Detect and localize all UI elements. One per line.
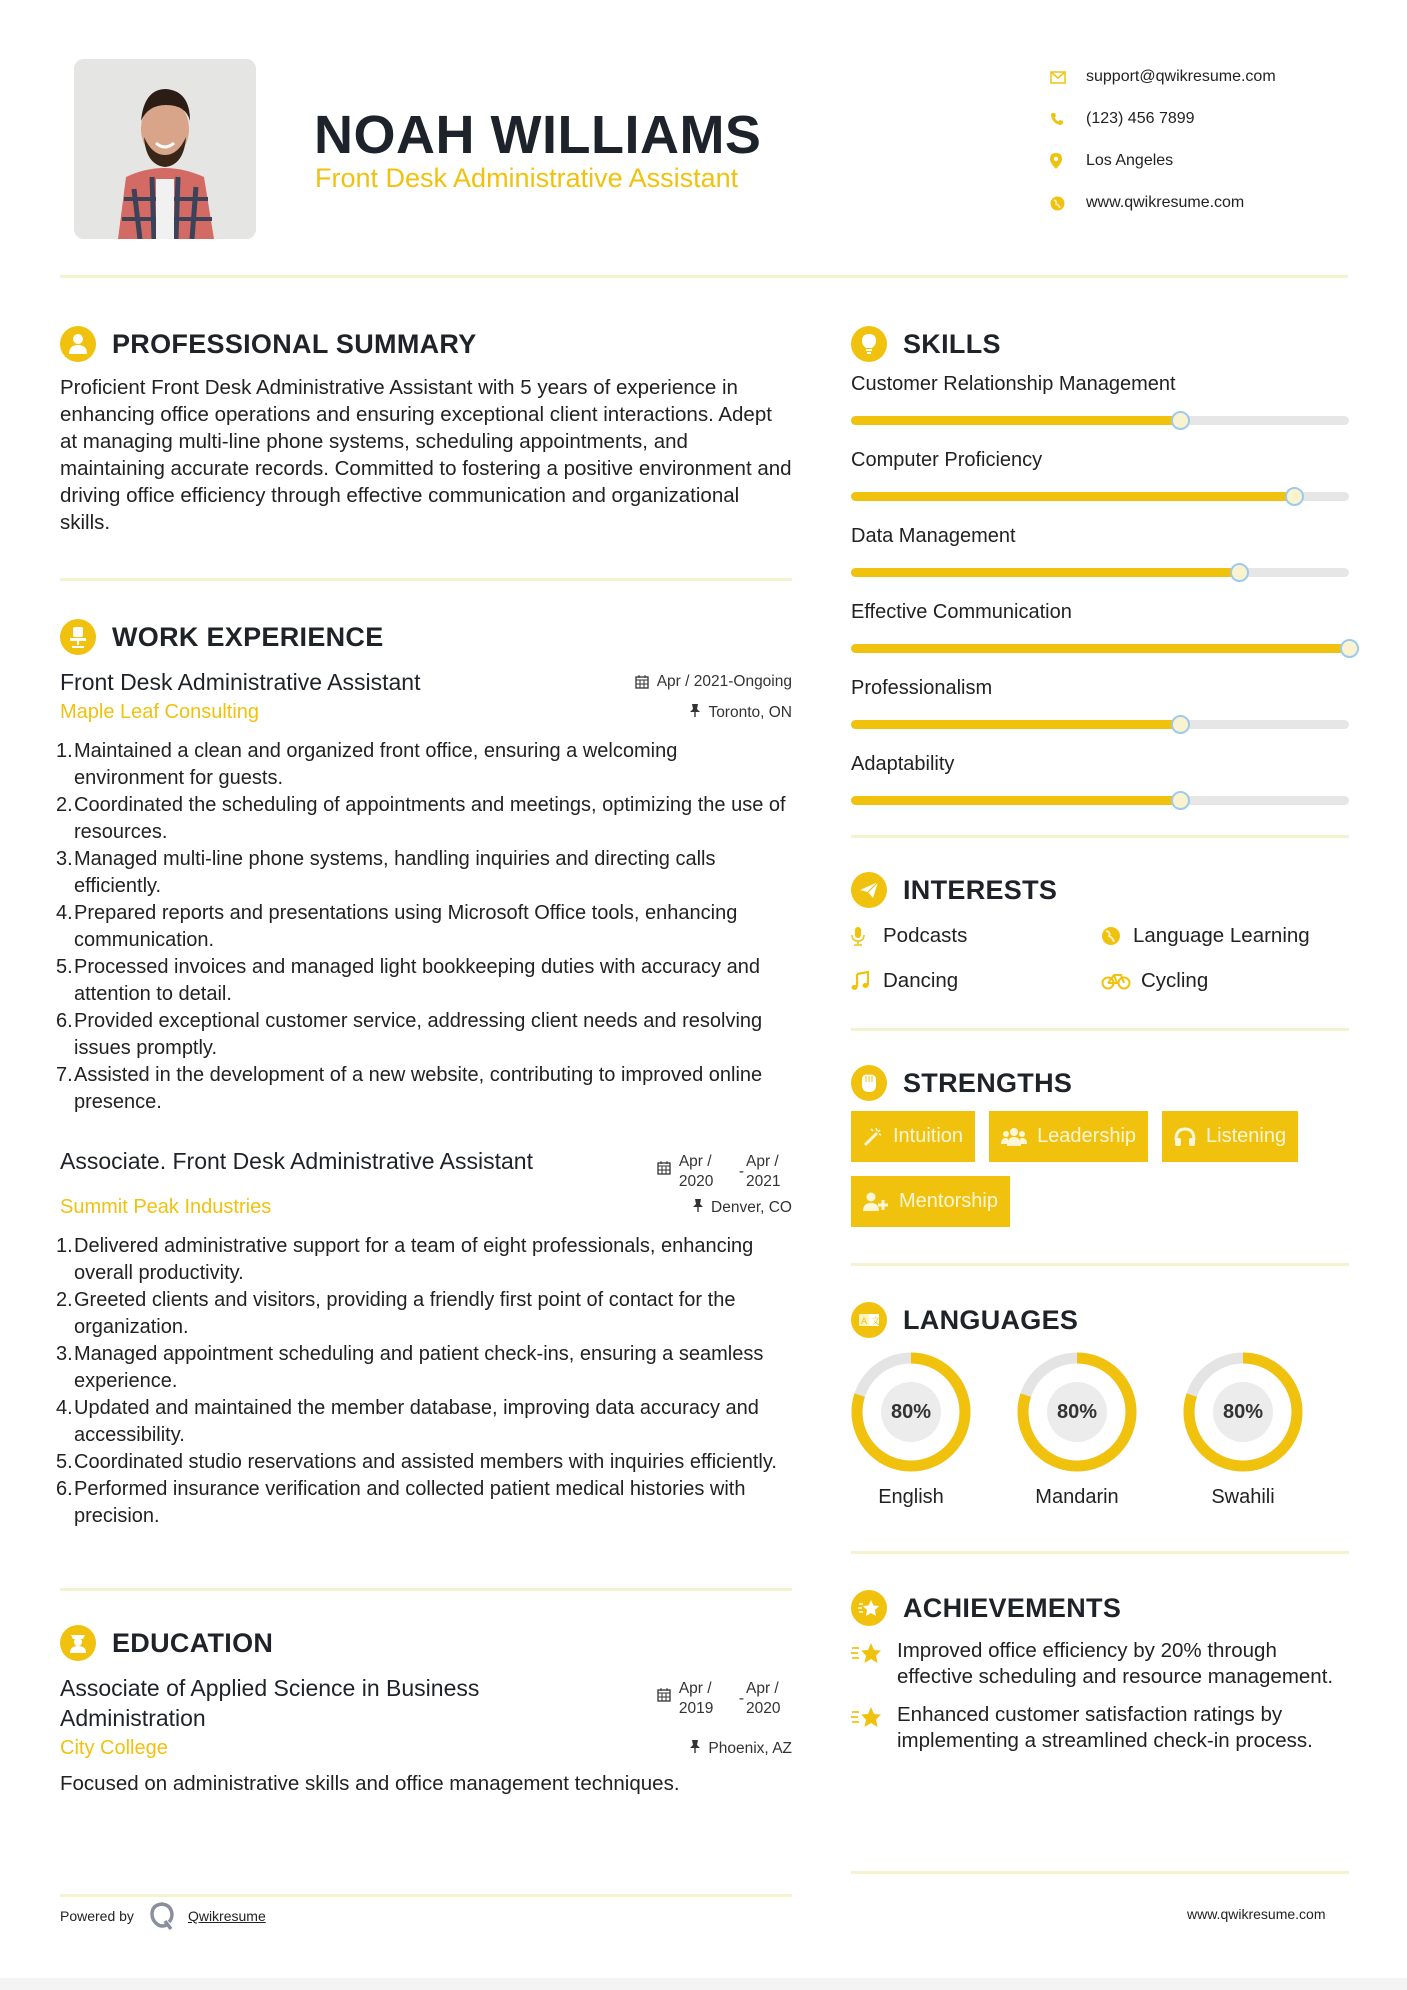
job-location-text: Denver, CO: [711, 1198, 792, 1216]
contact-phone-text: (123) 456 7899: [1086, 110, 1195, 127]
education-location: [690, 1739, 792, 1758]
skill-name: Effective Communication: [851, 601, 1072, 623]
skill-level-bar: [851, 568, 1349, 577]
achievement-item: [851, 1702, 1349, 1754]
language-proficiency-ring: [1183, 1352, 1303, 1472]
language-item: [851, 1352, 971, 1509]
achievement-text: Improved office efficiency by 20% through effective scheduling and resource management.: [897, 1639, 1334, 1688]
strength-tag: [989, 1111, 1148, 1162]
language-name: English: [878, 1486, 944, 1508]
interests-section: [851, 864, 1349, 1031]
svg-text:A: A: [861, 1317, 868, 1327]
section-divider: [60, 1588, 792, 1591]
contact-phone[interactable]: [1050, 98, 1276, 140]
job-date-start: Apr / 2020: [678, 1153, 714, 1190]
skill-item: [851, 370, 1349, 425]
job-date-range: Apr / 2021-Ongoing: [656, 673, 792, 690]
footer-divider: [851, 1871, 1349, 1874]
skill-name: Customer Relationship Management: [851, 373, 1176, 395]
achievements-section: [851, 1582, 1349, 1754]
interest-label: Cycling: [1141, 968, 1209, 992]
graduate-icon: [60, 1625, 96, 1661]
powered-by: [60, 1902, 266, 1930]
duty-item: 5. Processed invoices and managed light bookkeeping duties with accuracy and attention to detail.: [56, 956, 760, 1005]
language-name: Mandarin: [1035, 1486, 1119, 1508]
contact-location-text: Los Angeles: [1086, 152, 1174, 169]
skill-level-handle: [1230, 563, 1249, 582]
language-percent: 80%: [1047, 1382, 1107, 1442]
education-date-end: Apr / 2020: [746, 1680, 781, 1717]
qwikresume-link[interactable]: Qwikresume: [187, 1908, 266, 1924]
skill-level-bar: [851, 720, 1349, 729]
job-dates: [635, 673, 792, 694]
language-percent: 80%: [1213, 1382, 1273, 1442]
duty-item: 6. Provided exceptional customer service, addressing client needs and resolving issues promptly.: [56, 1010, 763, 1059]
section-divider: [60, 578, 792, 581]
headphones-icon: [1174, 1127, 1196, 1147]
skill-level-handle: [1171, 411, 1190, 430]
skill-level-bar: [851, 416, 1349, 425]
section-divider: [851, 1263, 1349, 1266]
duty-item: 2. Coordinated the scheduling of appointments and meetings, optimizing the use of resources.: [56, 794, 786, 843]
duties-list: [56, 1233, 792, 1530]
skill-item: [851, 750, 1349, 805]
job-location: [690, 703, 792, 722]
footer-website-link[interactable]: www.qwikresume.com: [1187, 1906, 1326, 1922]
achievement-item: [851, 1638, 1349, 1690]
skill-level-handle: [1340, 639, 1359, 658]
bicycle-icon: [1101, 972, 1137, 990]
section-title: LANGUAGES: [903, 1304, 1079, 1335]
star-icon: [851, 1638, 897, 1690]
skills-section: [851, 318, 1349, 838]
interest-label: Podcasts: [883, 923, 968, 947]
work-experience-section: [56, 611, 792, 1591]
education-entry: [60, 1673, 792, 1797]
strength-label: Mentorship: [899, 1190, 998, 1212]
contact-website-text: www.qwikresume.com: [1086, 194, 1245, 211]
interests-list: [851, 918, 1349, 998]
star-icon: [851, 1702, 897, 1754]
education-date-start: Apr / 2019: [678, 1680, 714, 1717]
section-title: PROFESSIONAL SUMMARY: [112, 328, 477, 359]
language-proficiency-ring: [1017, 1352, 1137, 1472]
strengths-tags: [851, 1111, 1349, 1227]
summary-text: Proficient Front Desk Administrative Assistant with 5 years of experience in enhancing office operations and ensuring exceptional client interactions. Adept at managing multi-line phone systems, scheduling appointments, and maintaining accurate records. Committed to fostering a positive environment and driving office efficiency through effective communication and organizational skills.: [60, 376, 792, 534]
skill-level-bar: [851, 492, 1349, 501]
strengths-section: [851, 1057, 1349, 1266]
fist-icon: [851, 1065, 887, 1101]
section-title: EDUCATION: [112, 1627, 274, 1658]
skill-level-handle: [1171, 791, 1190, 810]
contact-website[interactable]: [1050, 182, 1276, 224]
skills-list: [851, 370, 1349, 805]
job-title: Front Desk Administrative Assistant: [60, 669, 421, 695]
language-name: Swahili: [1211, 1486, 1275, 1508]
translate-icon: [851, 1302, 887, 1338]
magic-wand-icon: [863, 1127, 883, 1147]
duty-item: 4. Updated and maintained the member database, improving data accuracy and accessibility.: [56, 1397, 759, 1446]
map-marker-icon: [1050, 153, 1086, 169]
svg-text:文: 文: [871, 1317, 880, 1327]
duties-list: [56, 738, 792, 1116]
skill-item: [851, 446, 1349, 501]
section-divider: [851, 1551, 1349, 1554]
interest-item: [1101, 918, 1349, 953]
company-name: Maple Leaf Consulting: [60, 701, 260, 723]
section-title: INTERESTS: [903, 874, 1058, 905]
calendar-icon: [657, 1160, 671, 1180]
contact-location: [1050, 140, 1276, 182]
languages-list: [851, 1352, 1349, 1509]
skill-level-handle: [1285, 487, 1304, 506]
job-entry: [56, 667, 792, 1116]
candidate-name: NOAH WILLIAMS: [314, 105, 762, 165]
job-entry: [56, 1146, 792, 1530]
envelope-icon: [1050, 71, 1086, 84]
calendar-icon: [635, 674, 649, 694]
languages-section: [851, 1294, 1349, 1554]
lightbulb-icon: [851, 326, 887, 362]
candidate-title: Front Desk Administrative Assistant: [315, 163, 739, 193]
duty-item: 1. Maintained a clean and organized front office, ensuring a welcoming environment for guests.: [56, 740, 678, 789]
education-location-text: Phoenix, AZ: [708, 1739, 792, 1757]
skill-level-bar: [851, 644, 1349, 653]
duty-item: 4. Prepared reports and presentations using Microsoft Office tools, enhancing communication.: [56, 902, 738, 951]
skill-item: [851, 522, 1349, 577]
globe-icon: [1050, 196, 1086, 211]
professional-summary-section: [60, 318, 792, 581]
duty-item: 3. Managed multi-line phone systems, handling inquiries and directing calls efficiently.: [56, 848, 716, 897]
powered-by-label: Powered by: [60, 1908, 134, 1924]
job-date-end: Apr / 2021: [746, 1153, 781, 1190]
skill-level-bar: [851, 796, 1349, 805]
microphone-icon: [851, 926, 879, 946]
duty-item: 3. Managed appointment scheduling and patient check-ins, ensuring a seamless experience.: [56, 1343, 764, 1392]
contact-email-text: support@qwikresume.com: [1086, 68, 1276, 85]
company-name: Summit Peak Industries: [60, 1196, 272, 1218]
skill-level-handle: [1171, 715, 1190, 734]
job-location: [693, 1198, 792, 1217]
section-title: WORK EXPERIENCE: [112, 621, 384, 652]
resume-header: [0, 0, 1407, 280]
contact-email[interactable]: [1050, 56, 1276, 98]
strength-tag: [1162, 1111, 1298, 1162]
section-title: SKILLS: [903, 328, 1001, 359]
language-proficiency-ring: [851, 1352, 971, 1472]
pushpin-icon: [693, 1198, 703, 1217]
pushpin-icon: [690, 703, 700, 722]
interest-label: Language Learning: [1133, 923, 1310, 947]
qwikresume-logo-icon: [150, 1902, 174, 1930]
job-dates: Apr / 2020 - Apr / 2021: [657, 1152, 792, 1192]
interest-item: [851, 963, 1101, 998]
skill-name: Computer Proficiency: [851, 449, 1043, 471]
duty-item: 1. Delivered administrative support for a team of eight professionals, enhancing overall productivity.: [56, 1235, 754, 1284]
skill-name: Professionalism: [851, 677, 993, 699]
education-description: Focused on administrative skills and office management techniques.: [60, 1772, 680, 1795]
language-percent: 80%: [881, 1382, 941, 1442]
interest-item: [1101, 963, 1349, 998]
education-section: [60, 1617, 792, 1797]
globe-icon: [1101, 926, 1129, 946]
duty-item: 2. Greeted clients and visitors, providing a friendly first point of contact for the organization.: [56, 1289, 736, 1338]
duty-item: 6. Performed insurance verification and collected patient medical histories with precision.: [56, 1478, 746, 1527]
duty-item: 5. Coordinated studio reservations and assisted members with inquiries efficiently.: [56, 1451, 777, 1473]
page-bottom-edge: [0, 1978, 1407, 1990]
strength-tag: [851, 1176, 1010, 1227]
section-title: STRENGTHS: [903, 1067, 1073, 1098]
user-icon: [60, 326, 96, 362]
job-title: Associate. Front Desk Administrative Assistant: [60, 1148, 533, 1174]
strength-label: Leadership: [1037, 1125, 1137, 1147]
school-name: City College: [60, 1737, 168, 1759]
strength-tag: [851, 1111, 975, 1162]
right-column: [851, 318, 1349, 1766]
duty-item: 7. Assisted in the development of a new website, contributing to improved online presence.: [56, 1064, 763, 1113]
calendar-icon: [657, 1687, 671, 1707]
header-divider: [60, 275, 1348, 278]
office-chair-icon: [60, 619, 96, 655]
users-icon: [1001, 1127, 1027, 1147]
interest-label: Dancing: [883, 968, 959, 992]
section-title: ACHIEVEMENTS: [903, 1592, 1122, 1623]
section-divider: [851, 1028, 1349, 1031]
left-column: [56, 318, 792, 1797]
user-plus-icon: [863, 1192, 889, 1212]
language-item: [1017, 1352, 1137, 1509]
footer-divider: [60, 1894, 792, 1897]
achievement-text: Enhanced customer satisfaction ratings by implementing a streamlined check-in process.: [897, 1703, 1313, 1752]
section-divider: [851, 835, 1349, 838]
strength-label: Listening: [1206, 1125, 1287, 1147]
paper-plane-icon: [851, 872, 887, 908]
strength-label: Intuition: [893, 1125, 964, 1147]
skill-name: Adaptability: [851, 753, 955, 775]
pushpin-icon: [690, 1739, 700, 1758]
job-location-text: Toronto, ON: [708, 703, 792, 721]
profile-photo: [74, 59, 256, 239]
language-item: [1183, 1352, 1303, 1509]
skill-item: [851, 598, 1349, 653]
skill-item: [851, 674, 1349, 729]
phone-icon: [1050, 112, 1086, 126]
degree-title: Associate of Applied Science in Business Administration: [60, 1675, 480, 1731]
skill-name: Data Management: [851, 525, 1016, 547]
contact-list: [1050, 56, 1276, 224]
interest-item: [851, 918, 1101, 953]
music-note-icon: [851, 971, 879, 991]
education-dates: Apr / 2019 - Apr / 2020: [657, 1679, 792, 1719]
star-badge-icon: [851, 1590, 887, 1626]
